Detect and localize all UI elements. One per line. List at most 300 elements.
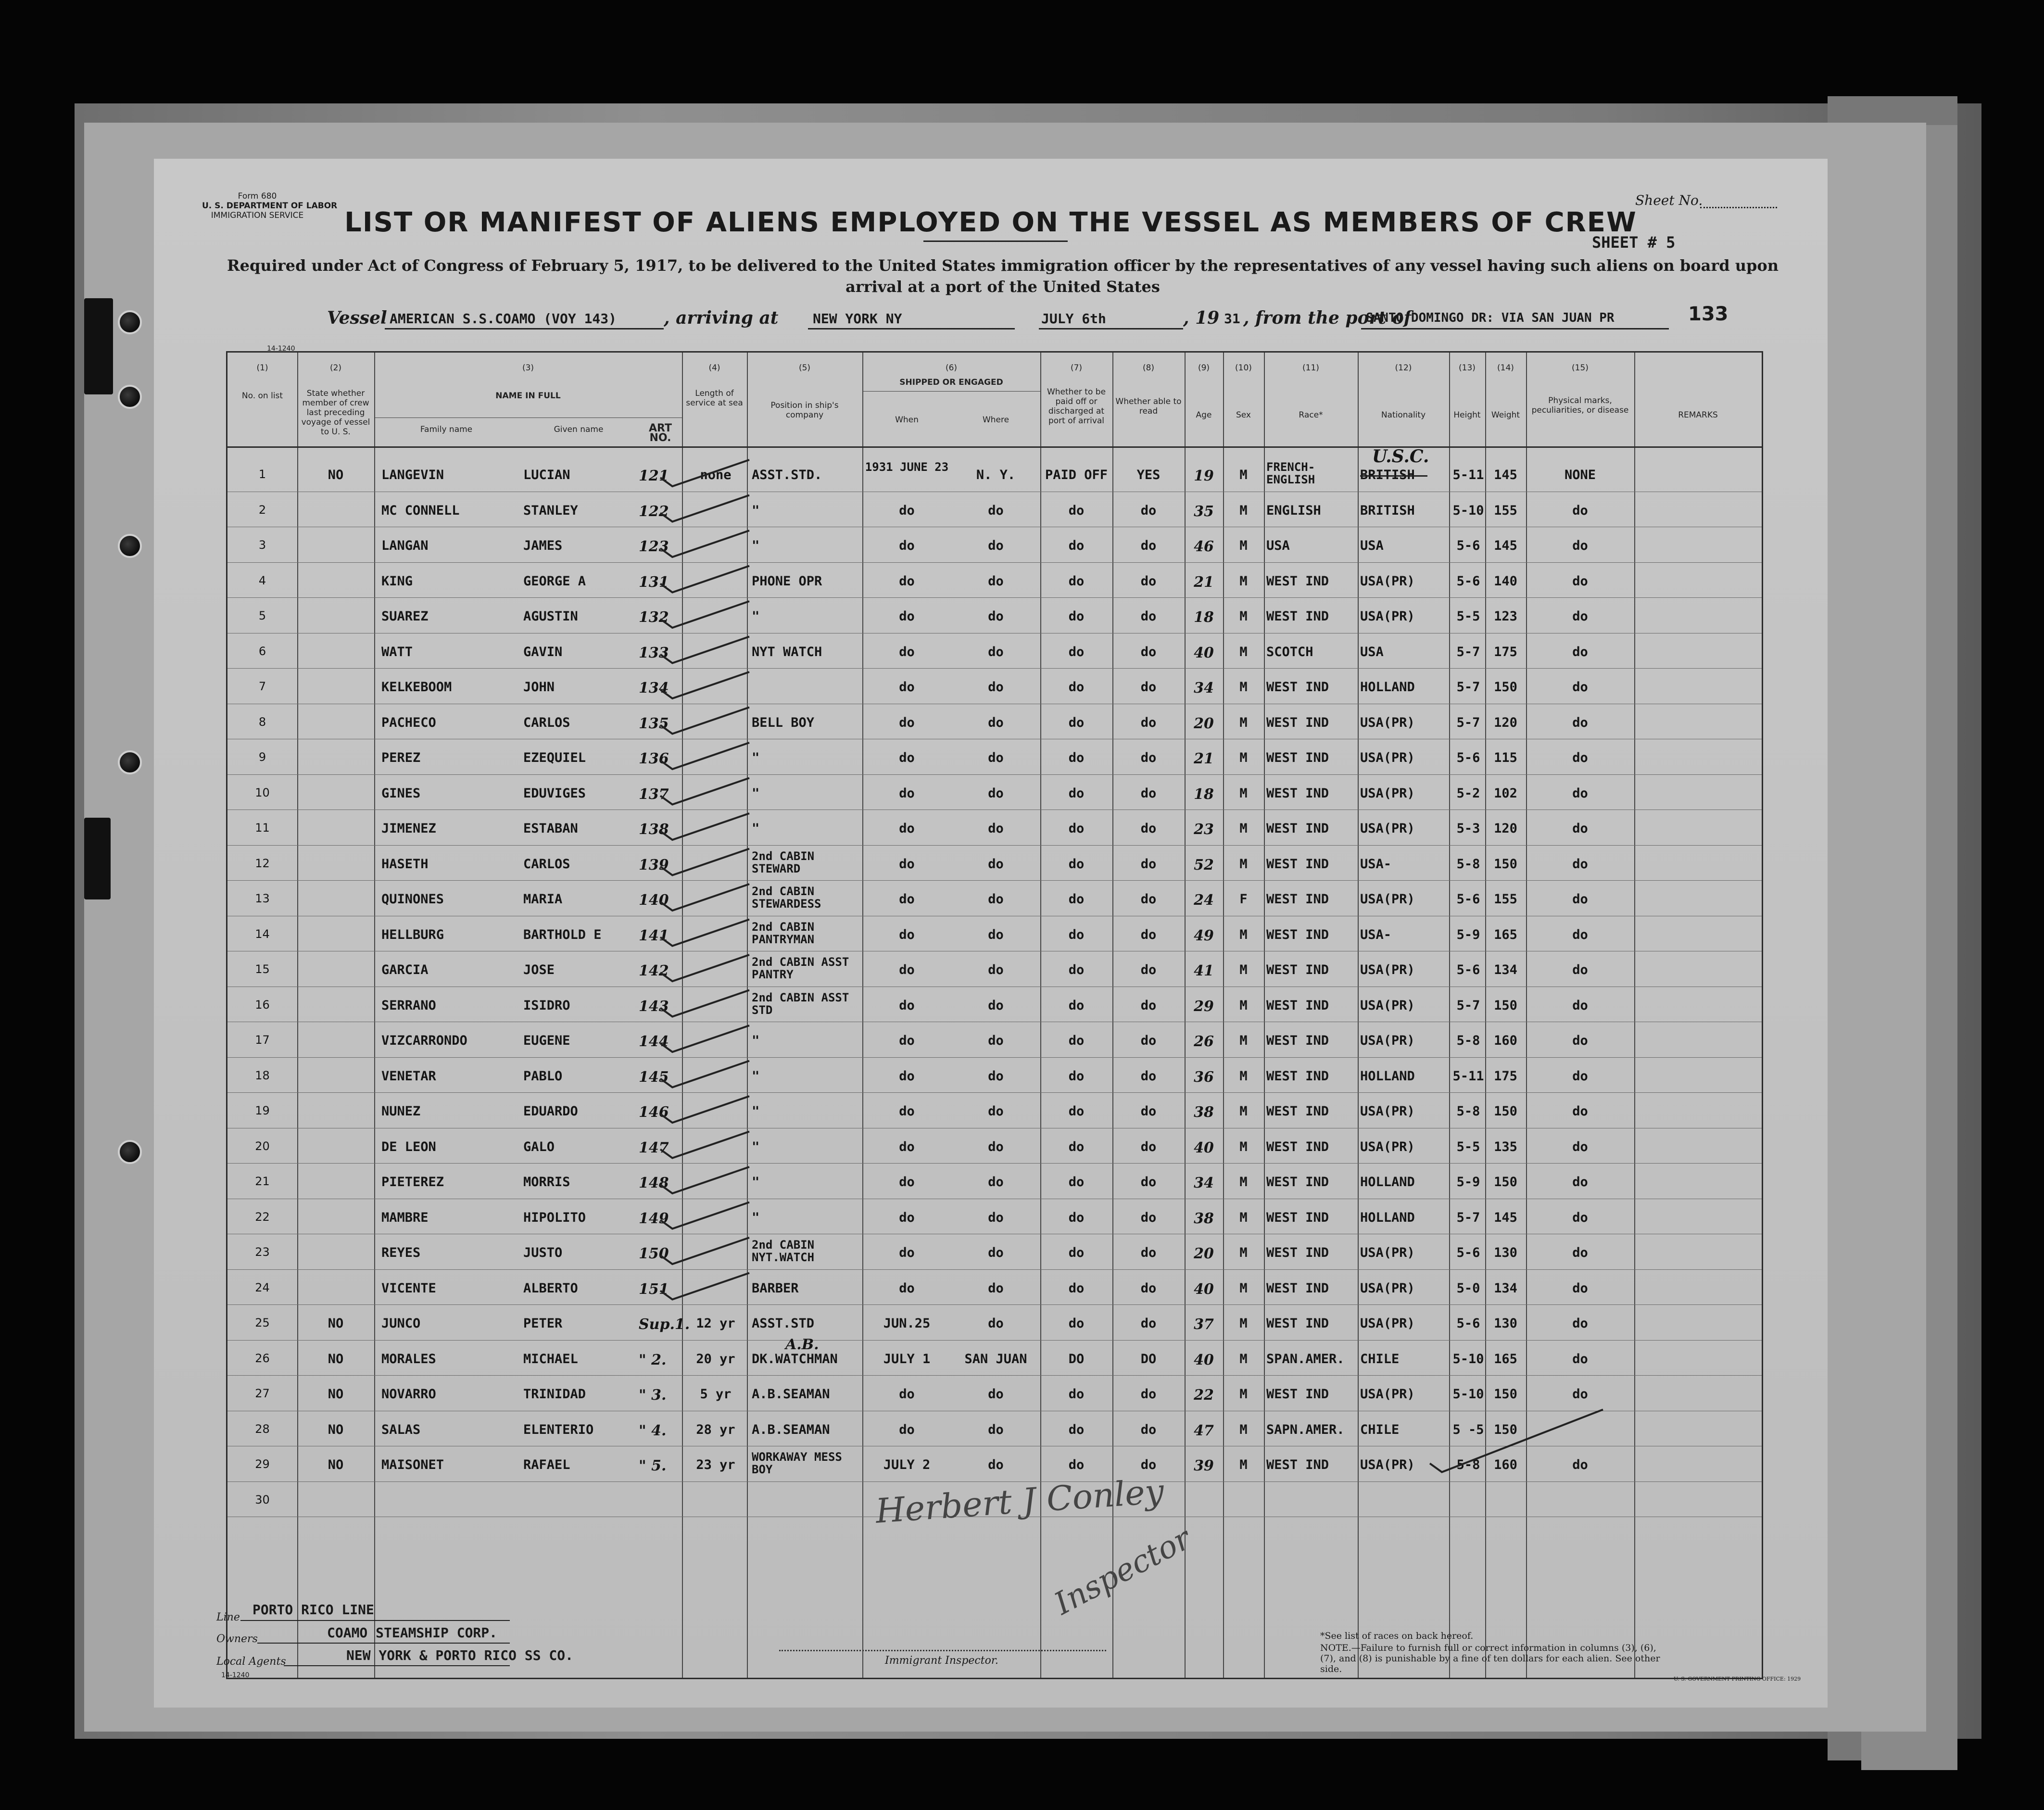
hdr-sex: Sex — [1236, 410, 1251, 420]
race: WEST IND — [1266, 750, 1329, 765]
art-number: 141 — [639, 927, 669, 944]
paid-off: do — [1068, 503, 1085, 518]
row-number: 24 — [255, 1280, 270, 1294]
position: " — [752, 538, 760, 553]
weight: 130 — [1494, 1245, 1517, 1260]
row-number: 26 — [255, 1351, 270, 1365]
position: ASST.STD — [752, 1316, 815, 1331]
height: 5-11 — [1452, 1068, 1484, 1084]
age: 22 — [1194, 1387, 1214, 1404]
art-number: 142 — [639, 962, 669, 979]
check-mark — [660, 1132, 749, 1158]
able-to-read: do — [1140, 1422, 1157, 1437]
col-num: (9) — [1198, 363, 1210, 373]
position: " — [752, 1175, 760, 1190]
shipped-where: do — [988, 1245, 1004, 1260]
row-number: 7 — [258, 680, 266, 693]
race: WEST IND — [1266, 1280, 1329, 1296]
service-length: 12 yr — [696, 1316, 735, 1331]
position: 2nd CABIN STEWARD — [752, 849, 815, 875]
shipped-when: do — [899, 962, 915, 977]
position: WORKAWAY MESS BOY — [752, 1450, 842, 1476]
col-num: (6) — [945, 363, 958, 373]
position: 2nd CABIN PANTRYMAN — [752, 920, 815, 946]
weight: 155 — [1494, 503, 1517, 518]
age: 34 — [1194, 680, 1214, 696]
year-suffix: 31 — [1224, 311, 1240, 327]
age: 49 — [1194, 927, 1214, 944]
shipped-where: do — [988, 927, 1004, 942]
shipped-where: do — [988, 1104, 1004, 1119]
nationality: USA(PR) — [1360, 998, 1415, 1013]
position: A.B.SEAMAN — [752, 1387, 830, 1402]
age: 26 — [1194, 1033, 1214, 1050]
nationality: USA(PR) — [1360, 1457, 1415, 1472]
race: WEST IND — [1266, 1387, 1329, 1402]
row-number: 11 — [255, 821, 270, 835]
shipped-when: do — [899, 1104, 915, 1119]
paid-off: do — [1068, 1422, 1085, 1437]
weight: 123 — [1494, 609, 1517, 624]
weight: 140 — [1494, 573, 1517, 589]
given-name: JOHN — [523, 680, 555, 695]
shipped-where: do — [988, 680, 1004, 695]
check-mark — [660, 1061, 749, 1088]
paid-off: do — [1068, 680, 1085, 695]
position: " — [752, 785, 760, 801]
sex: M — [1239, 1245, 1248, 1260]
given-name: AGUSTIN — [523, 609, 578, 624]
from-label: , from the port of — [1243, 308, 1412, 328]
row-number: 21 — [255, 1175, 270, 1188]
shipped-when: do — [899, 750, 915, 765]
hdr-age: Age — [1196, 410, 1212, 420]
height: 5-10 — [1452, 503, 1484, 518]
given-name: MORRIS — [523, 1175, 570, 1190]
check-mark — [660, 743, 749, 769]
height: 5 -5 — [1452, 1422, 1484, 1437]
shipped-when: do — [899, 1422, 915, 1437]
col-num: (3) — [522, 363, 534, 373]
height: 5-7 — [1456, 1210, 1480, 1225]
art-number: " 5. — [639, 1457, 667, 1474]
position: " — [752, 1033, 760, 1048]
race: WEST IND — [1266, 1139, 1329, 1154]
physical-marks: do — [1572, 1351, 1588, 1367]
paid-off: do — [1068, 892, 1085, 907]
height: 5-3 — [1456, 821, 1480, 836]
departure-port: SANTO DOMINGO DR: VIA SAN JUAN PR — [1366, 311, 1615, 325]
arrival-line — [808, 328, 1015, 329]
row-number: 25 — [255, 1316, 270, 1329]
col-num: (14) — [1497, 363, 1514, 373]
height: 5-6 — [1456, 538, 1480, 553]
sex: M — [1239, 821, 1248, 836]
given-name: EZEQUIEL — [523, 750, 586, 765]
height: 5-6 — [1456, 750, 1480, 765]
height: 5-6 — [1456, 892, 1480, 907]
nationality: USA — [1360, 538, 1384, 553]
row-number: 29 — [255, 1457, 270, 1471]
able-to-read: DO — [1140, 1351, 1157, 1367]
family-name: GARCIA — [381, 962, 429, 977]
manifest-sheet — [154, 159, 1828, 1708]
inspector-signature: Herbert J Conley — [874, 1471, 1165, 1531]
shipped-when: JULY 1 — [883, 1351, 931, 1367]
shipped-where: do — [988, 1033, 1004, 1048]
sex: M — [1239, 609, 1248, 624]
weight: 150 — [1494, 1104, 1517, 1119]
able-to-read: do — [1140, 609, 1157, 624]
nationality: USA(PR) — [1360, 962, 1415, 977]
position: NYT WATCH — [752, 644, 822, 659]
shipped-where: do — [988, 1175, 1004, 1190]
sheet-label: Sheet No. — [1635, 192, 1703, 208]
nationality: USA(PR) — [1360, 1387, 1415, 1402]
able-to-read: do — [1140, 750, 1157, 765]
sex: M — [1239, 1068, 1248, 1084]
row-number: 18 — [255, 1068, 270, 1082]
check-mark — [660, 1096, 749, 1123]
height: 5-8 — [1456, 1104, 1480, 1119]
age: 52 — [1194, 856, 1214, 873]
able-to-read: do — [1140, 927, 1157, 942]
given-name: CARLOS — [523, 715, 570, 730]
shipped-when: do — [899, 644, 915, 659]
age: 40 — [1194, 1351, 1214, 1368]
able-to-read: do — [1140, 715, 1157, 730]
art-number: 123 — [639, 538, 669, 555]
col-num: (2) — [329, 363, 342, 373]
position: " — [752, 750, 760, 765]
height: 5-6 — [1456, 1316, 1480, 1331]
shipped-where: do — [988, 644, 1004, 659]
paid-off: do — [1068, 1068, 1085, 1084]
sex: M — [1239, 644, 1248, 659]
position: 2nd CABIN ASST STD — [752, 990, 849, 1017]
crew-last-voyage: NO — [328, 1387, 344, 1402]
able-to-read: do — [1140, 1280, 1157, 1296]
race: WEST IND — [1266, 927, 1329, 942]
weight: 135 — [1494, 1139, 1517, 1154]
shipped-where: do — [988, 998, 1004, 1013]
shipped-when: do — [899, 1387, 915, 1402]
sex: M — [1239, 573, 1248, 589]
given-name: LUCIAN — [523, 468, 570, 482]
age: 19 — [1194, 468, 1214, 484]
position: " — [752, 1210, 760, 1225]
art-number: 134 — [639, 680, 669, 696]
height: 5-10 — [1452, 1351, 1484, 1367]
height: 5-11 — [1452, 468, 1484, 482]
col-num: (4) — [708, 363, 720, 373]
race: FRENCH-ENGLISH — [1266, 460, 1315, 486]
given-name: GALO — [523, 1139, 555, 1154]
crew-last-voyage: NO — [328, 1422, 344, 1437]
row-number: 27 — [255, 1387, 270, 1400]
hdr-weight: Weight — [1491, 410, 1520, 420]
shipped-where: do — [988, 785, 1004, 801]
shipped-when: do — [899, 1068, 915, 1084]
physical-marks: do — [1572, 1387, 1588, 1402]
able-to-read: do — [1140, 503, 1157, 518]
physical-marks: do — [1572, 821, 1588, 836]
position: " — [752, 503, 760, 518]
vessel-label: Vessel — [327, 308, 387, 328]
family-name: KING — [381, 573, 413, 589]
able-to-read: do — [1140, 892, 1157, 907]
physical-marks: do — [1572, 750, 1588, 765]
paid-off: do — [1068, 1457, 1085, 1472]
race: WEST IND — [1266, 1033, 1329, 1048]
age: 41 — [1194, 962, 1214, 979]
art-number: 135 — [639, 715, 669, 732]
check-mark — [660, 1238, 749, 1264]
height: 5-6 — [1456, 573, 1480, 589]
arriving-label: , arriving at — [664, 308, 779, 328]
shipped-when: do — [899, 1033, 915, 1048]
paid-off: do — [1068, 609, 1085, 624]
hdr-art-no: ART NO. — [649, 422, 672, 444]
art-number: 131 — [639, 573, 669, 591]
shipped-when: do — [899, 785, 915, 801]
nationality: USA(PR) — [1360, 750, 1415, 765]
shipped-where: do — [988, 1422, 1004, 1437]
sex: M — [1239, 1139, 1248, 1154]
check-mark — [660, 672, 749, 698]
service-length: none — [700, 468, 732, 482]
age: 20 — [1194, 715, 1214, 732]
agents-value: NEW YORK & PORTO RICO SS CO. — [346, 1647, 574, 1663]
weight: 120 — [1494, 821, 1517, 836]
able-to-read: do — [1140, 1175, 1157, 1190]
shipped-where: do — [988, 715, 1004, 730]
shipped-where: do — [988, 750, 1004, 765]
paid-off: do — [1068, 1280, 1085, 1296]
shipped-where: do — [988, 538, 1004, 553]
check-mark — [660, 778, 749, 805]
shipped-where: do — [988, 1457, 1004, 1472]
hdr-name-full: NAME IN FULL — [495, 391, 561, 401]
height: 5-5 — [1456, 1139, 1480, 1154]
shipped-when: do — [899, 609, 915, 624]
shipped-where: do — [988, 962, 1004, 977]
port-line — [1361, 328, 1669, 329]
family-name: NOVARRO — [381, 1387, 436, 1402]
height: 5-7 — [1456, 644, 1480, 659]
page-title: LIST OR MANIFEST OF ALIENS EMPLOYED ON THE VESSEL AS MEMBERS OF CREW — [344, 207, 1637, 238]
age: 21 — [1194, 750, 1214, 767]
sex: M — [1239, 1457, 1248, 1472]
age: 35 — [1194, 503, 1214, 520]
age: 34 — [1194, 1175, 1214, 1191]
nationality: USA(PR) — [1360, 573, 1415, 589]
binder-hole — [118, 385, 142, 409]
able-to-read: do — [1140, 1033, 1157, 1048]
family-name: PIETEREZ — [381, 1175, 444, 1190]
sex: M — [1239, 1351, 1248, 1367]
check-mark — [660, 1025, 749, 1052]
nationality: USA — [1360, 644, 1384, 659]
physical-marks: do — [1572, 1210, 1588, 1225]
art-number: 146 — [639, 1104, 669, 1121]
weight: 134 — [1494, 1280, 1517, 1296]
position: " — [752, 1104, 760, 1119]
paid-off: PAID OFF — [1045, 468, 1108, 482]
physical-marks: do — [1572, 715, 1588, 730]
check-mark — [660, 955, 749, 981]
able-to-read: do — [1140, 1316, 1157, 1331]
given-name: ELENTERIO — [523, 1422, 594, 1437]
weight: 145 — [1494, 1210, 1517, 1225]
crew-last-voyage: NO — [328, 1316, 344, 1331]
physical-marks: do — [1572, 1139, 1588, 1154]
paid-off: do — [1068, 1245, 1085, 1260]
nationality: BRITISH — [1360, 503, 1415, 518]
shipped-when: do — [899, 503, 915, 518]
hdr-length: Length of service at sea — [686, 389, 743, 408]
given-name: GEORGE A — [523, 573, 586, 589]
crew-last-voyage: NO — [328, 1351, 344, 1367]
nationality: USA(PR) — [1360, 1139, 1415, 1154]
nationality: USA(PR) — [1360, 821, 1415, 836]
given-name: BARTHOLD E — [523, 927, 602, 942]
shipped-when: do — [899, 573, 915, 589]
binder-hole — [118, 750, 142, 774]
sex: M — [1239, 1422, 1248, 1437]
physical-marks: do — [1572, 785, 1588, 801]
paid-off: do — [1068, 785, 1085, 801]
col-num: (5) — [798, 363, 811, 373]
sex: M — [1239, 715, 1248, 730]
paid-off: do — [1068, 1033, 1085, 1048]
age: 18 — [1194, 609, 1214, 626]
family-name: PEREZ — [381, 750, 421, 765]
check-mark — [660, 1167, 749, 1193]
race: WEST IND — [1266, 680, 1329, 695]
sex: M — [1239, 927, 1248, 942]
given-name: PETER — [523, 1316, 563, 1331]
given-name: EDUARDO — [523, 1104, 578, 1119]
race: WEST IND — [1266, 1104, 1329, 1119]
penalty-note: NOTE.—Failure to furnish full or correct information in columns (3), (6), (7), and (8) is punishable by a fine of ten dollars for each alien. See other side. — [1320, 1643, 1660, 1674]
sex: M — [1239, 1033, 1248, 1048]
age: 37 — [1194, 1316, 1214, 1333]
weight: 102 — [1494, 785, 1517, 801]
able-to-read: do — [1140, 1457, 1157, 1472]
height: 5-8 — [1456, 856, 1480, 872]
sex: M — [1239, 856, 1248, 872]
hdr-given: Given name — [554, 425, 604, 434]
sex: M — [1239, 785, 1248, 801]
age: 23 — [1194, 821, 1214, 838]
art-number: Sup.1. — [639, 1316, 690, 1333]
nationality: USA(PR) — [1360, 1280, 1415, 1296]
row-number: 16 — [255, 998, 270, 1012]
height: 5-2 — [1456, 785, 1480, 801]
nationality: CHILE — [1360, 1351, 1400, 1367]
race: WEST IND — [1266, 962, 1329, 977]
paid-off: DO — [1068, 1351, 1085, 1367]
shipped-when: JUN.25 — [883, 1316, 931, 1331]
shipped-when: do — [899, 715, 915, 730]
family-name: SERRANO — [381, 998, 436, 1013]
form-service: IMMIGRATION SERVICE — [211, 211, 304, 220]
check-mark — [660, 813, 749, 840]
age: 40 — [1194, 1139, 1214, 1156]
weight: 160 — [1494, 1457, 1517, 1472]
footer-line — [240, 1620, 510, 1621]
weight: 150 — [1494, 680, 1517, 695]
height: 5-7 — [1456, 998, 1480, 1013]
sex: M — [1239, 1280, 1248, 1296]
weight: 145 — [1494, 538, 1517, 553]
hdr-paid-off: Whether to be paid off or discharged at port of arrival — [1047, 387, 1106, 426]
family-name: VIZCARRONDO — [381, 1033, 467, 1048]
family-name: PACHECO — [381, 715, 436, 730]
given-name: ISIDRO — [523, 998, 570, 1013]
nationality: USA(PR) — [1360, 609, 1415, 624]
art-number: 144 — [639, 1033, 669, 1050]
check-mark — [660, 708, 749, 734]
check-marks — [227, 353, 1762, 1678]
shipped-where: do — [988, 573, 1004, 589]
art-number: 140 — [639, 892, 669, 909]
height: 5-6 — [1456, 1245, 1480, 1260]
col-num: (7) — [1070, 363, 1083, 373]
crew-last-voyage: NO — [328, 468, 344, 482]
crew-table — [226, 351, 1763, 1679]
family-name: VICENTE — [381, 1280, 436, 1296]
height: 5-7 — [1456, 715, 1480, 730]
height: 5-0 — [1456, 1280, 1480, 1296]
family-name: REYES — [381, 1245, 421, 1260]
family-name: HASETH — [381, 856, 429, 872]
race: USA — [1266, 538, 1290, 553]
age: 39 — [1194, 1457, 1214, 1474]
given-name: ALBERTO — [523, 1280, 578, 1296]
age: 36 — [1194, 1068, 1214, 1086]
paid-off: do — [1068, 644, 1085, 659]
height: 5-9 — [1456, 1175, 1480, 1190]
row-number: 22 — [255, 1210, 270, 1224]
row-number: 8 — [258, 715, 266, 729]
nationality: USA(PR) — [1360, 785, 1415, 801]
art-number: 136 — [639, 750, 669, 767]
row-number: 30 — [255, 1493, 270, 1506]
given-name: JAMES — [523, 538, 563, 553]
shipped-where: do — [988, 1280, 1004, 1296]
given-name: PABLO — [523, 1068, 563, 1084]
able-to-read: do — [1140, 1210, 1157, 1225]
check-mark — [660, 637, 749, 663]
nationality: HOLLAND — [1360, 680, 1415, 695]
able-to-read: do — [1140, 998, 1157, 1013]
shipped-when: do — [899, 998, 915, 1013]
art-number: 145 — [639, 1068, 669, 1086]
weight: 150 — [1494, 1387, 1517, 1402]
title-rule — [923, 240, 1068, 242]
able-to-read: do — [1140, 821, 1157, 836]
hdr-remarks: REMARKS — [1678, 410, 1718, 420]
row-number: 17 — [255, 1033, 270, 1047]
nationality: USA- — [1360, 927, 1392, 942]
physical-marks: do — [1572, 680, 1588, 695]
given-name: GAVIN — [523, 644, 563, 659]
age: 40 — [1194, 1280, 1214, 1298]
shipped-when: do — [899, 1175, 915, 1190]
sex: M — [1239, 998, 1248, 1013]
